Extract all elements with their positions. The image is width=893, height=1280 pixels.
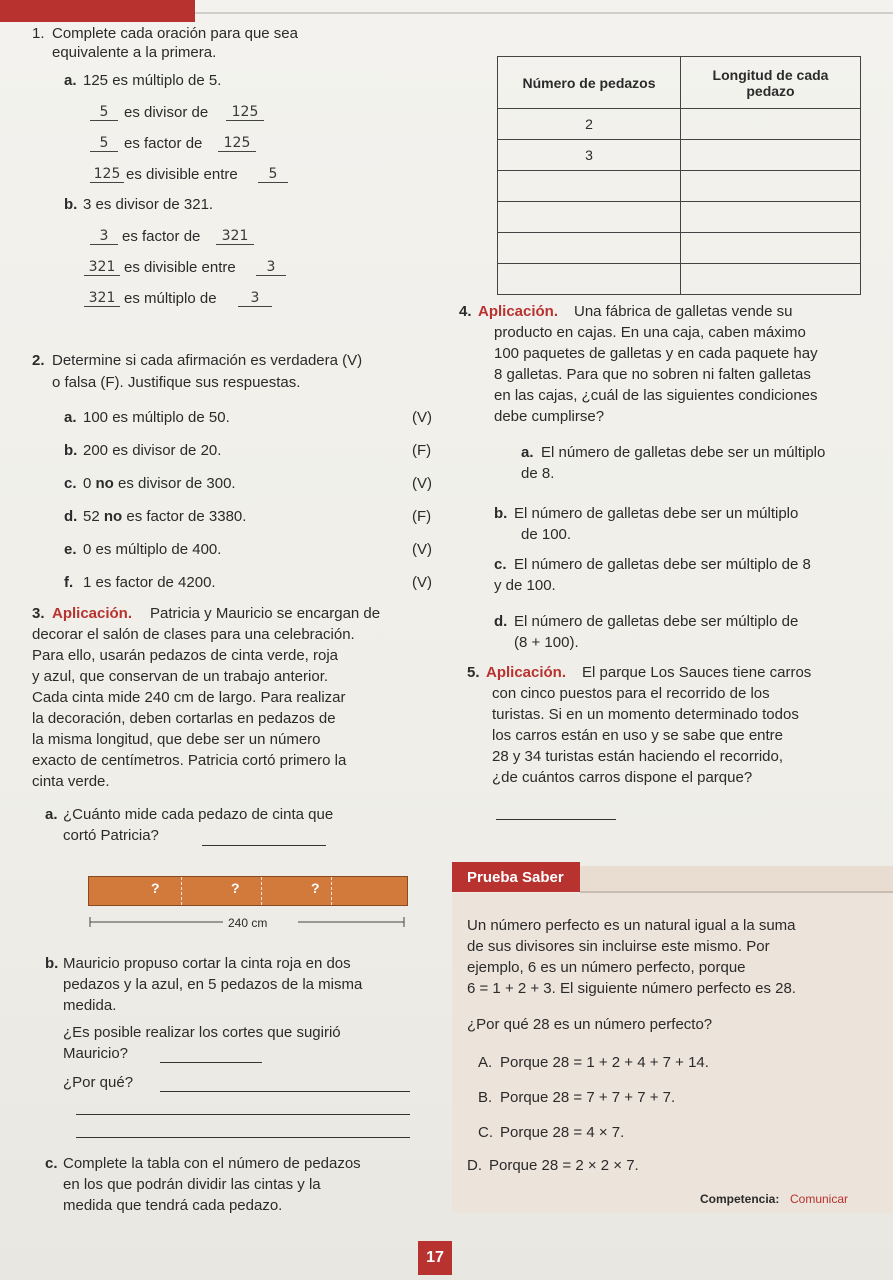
q2-instruction-line2: o falsa (F). Justifique sus respuestas. [52,374,301,391]
table-cell-pieces[interactable] [498,202,681,233]
q3b-why-line-3[interactable] [76,1136,410,1138]
q1b-answer-3[interactable]: 321 [84,259,120,276]
q4-line3: 100 paquetes de galletas y en cada paquete hay [494,345,818,362]
q4-line6: debe cumplirse? [494,408,605,425]
tape-segment [261,877,332,905]
q4-option-d-line2: (8 + 100). [514,634,579,651]
q4-line4: 8 galletas. Para que no sobren ni falten galletas [494,366,811,383]
q4-option-d-line1: El número de galletas debe ser múltiplo de [514,613,799,630]
saber-option-d-text[interactable]: Porque 28 = 2 × 2 × 7. [489,1157,639,1174]
q1b-label: b. [64,196,78,213]
q3a-label: a. [45,806,58,823]
q2f-label: f. [64,574,74,591]
q2d-bold: no [103,508,123,525]
competencia-value: Comunicar [790,1192,849,1206]
saber-line4: 6 = 1 + 2 + 3. El siguiente número perfecto es 28. [467,980,796,997]
prueba-saber-rule [580,891,893,893]
saber-option-b-text[interactable]: Porque 28 = 7 + 7 + 7 + 7. [500,1089,676,1106]
table-header-pieces: Número de pedazos [498,57,681,109]
table-cell-length[interactable] [681,171,861,202]
q2-instruction-line1: Determine si cada afirmación es verdadera (V) [52,352,363,369]
q3a-line2: cortó Patricia? [63,827,159,844]
q3-line8: exacto de centímetros. Patricia cortó primero la [32,752,347,769]
q3c-label: c. [45,1155,58,1172]
tape-unknown-1: ? [151,880,160,896]
q2c-text [83,475,236,493]
competencia-label: Competencia: [700,1192,780,1206]
q4-title: Aplicación. [478,303,559,320]
table-cell-pieces[interactable] [498,233,681,264]
q3-line7: la misma longitud, que debe ser un número [32,731,321,748]
q2d-label: d. [64,508,78,525]
q5-line5: 28 y 34 turistas están haciendo el recorrido, [492,748,783,765]
q3b-question-1: ¿Es posible realizar los cortes que sugirió [63,1024,341,1041]
q5-line2: con cinco puestos para el recorrido de los [492,685,770,702]
q4-line2: producto en cajas. En una caja, caben máximo [494,324,806,341]
q1a-answer-5[interactable]: 125 [90,166,124,183]
table-cell-pieces[interactable]: 2 [498,109,681,140]
q3-line1: Patricia y Mauricio se encargan de [150,605,381,622]
q3-line5: Cada cinta mide 240 cm de largo. Para realizar [32,689,346,706]
table-header-length [681,57,861,109]
q1-number: 1. [32,25,45,42]
q2d-pre: 52 [83,508,100,525]
q1b-row3-text: es múltiplo de [124,290,217,307]
q2b-label: b. [64,442,78,459]
q3c-line2: en los que podrán dividir las cintas y la [63,1176,321,1193]
saber-option-a-text[interactable]: Porque 28 = 1 + 2 + 4 + 7 + 14. [500,1054,709,1071]
q3-number: 3. [32,605,45,622]
header-rule [195,12,893,14]
q1b-answer-2[interactable]: 321 [216,228,254,245]
q1b-statement: 3 es divisor de 321. [83,196,214,213]
q5-line3: turistas. Si en un momento determinado todos [492,706,799,723]
q4-option-a-line1: El número de galletas debe ser un múltiplo [541,444,826,461]
q1a-row1-text: es divisor de [124,104,209,121]
q1a-answer-2[interactable]: 125 [226,104,264,121]
q3-line4: y azul, que conservan de un trabajo anterior. [32,668,329,685]
saber-option-c-label[interactable]: C. [478,1124,493,1141]
q3b-why-line-1[interactable] [160,1090,410,1092]
q3b-line3: medida. [63,997,117,1014]
q1b-answer-4[interactable]: 3 [256,259,286,276]
green-tape-diagram [88,876,408,906]
q4-option-c-label[interactable]: c. [494,556,507,573]
q2b-mark[interactable]: (F) [412,442,432,459]
q2a-text: 100 es múltiplo de 50. [83,409,230,426]
tape-unknown-3: ? [311,880,320,896]
q2e-label: e. [64,541,77,558]
table-cell-length[interactable] [681,233,861,264]
q3b-line2: pedazos y la azul, en 5 pedazos de la misma [63,976,363,993]
q1-instruction-line1: Complete cada oración para que sea [52,25,298,42]
q4-option-a-label[interactable]: a. [521,444,534,461]
q3b-question-2: Mauricio? [63,1045,129,1062]
q3b-why-line-2[interactable] [76,1113,410,1115]
table-cell-length[interactable] [681,202,861,233]
pieces-length-table [497,56,861,295]
tape-length-label: 240 cm [228,916,268,930]
q2c-pre: 0 [83,475,92,492]
q5-number: 5. [467,664,480,681]
q3a-line1: ¿Cuánto mide cada pedazo de cinta que [63,806,334,823]
q5-line4: los carros están en uso y se sabe que entre [492,727,784,744]
q1b-row1-text: es factor de [122,228,201,245]
q2e-text: 0 es múltiplo de 400. [83,541,222,558]
q2d-text [83,508,246,526]
q2a-mark[interactable]: (V) [412,409,432,426]
q2c-bold: no [95,475,114,492]
saber-option-b-label[interactable]: B. [478,1089,493,1106]
table-cell-pieces[interactable] [498,171,681,202]
page-number: 17 [426,1249,444,1266]
q3b-line1: Mauricio propuso cortar la cinta roja en dos [63,955,351,972]
q3-line3: Para ello, usarán pedazos de cinta verde, roja [32,647,339,664]
q1a-label: a. [64,72,77,89]
q4-option-a-line2: de 8. [521,465,555,482]
q3b-label: b. [45,955,59,972]
q2d-post: es factor de 3380. [126,508,247,525]
q3c-line3: medida que tendrá cada pedazo. [63,1197,283,1214]
saber-option-d-label[interactable]: D. [467,1157,482,1174]
q2c-mark[interactable]: (V) [412,475,432,492]
q4-number: 4. [459,303,472,320]
q2b-text: 200 es divisor de 20. [83,442,222,459]
q2-number: 2. [32,352,45,369]
header-accent-bar [0,0,195,22]
q1b-row2-text: es divisible entre [124,259,236,276]
q1b-answer-6[interactable]: 3 [238,290,272,307]
table-header-length-line2: pedazo [746,82,795,99]
saber-line2: de sus divisores sin incluirse este mismo. Por [467,938,770,955]
q5-line1: El parque Los Sauces tiene carros [582,664,812,681]
q1a-row2-text: es factor de [124,135,203,152]
q1a-answer-6[interactable]: 5 [258,166,288,183]
q2d-mark[interactable]: (F) [412,508,432,525]
q1a-answer-4[interactable]: 125 [218,135,256,152]
table-cell-length[interactable] [681,264,861,295]
prueba-saber-title: Prueba Saber [467,869,564,886]
saber-line3: ejemplo, 6 es un número perfecto, porque [467,959,746,976]
q4-line1: Una fábrica de galletas vende su [574,303,793,320]
q1a-answer-1[interactable]: 5 [90,104,118,121]
q1b-answer-5[interactable]: 321 [84,290,120,307]
q5-answer-line[interactable] [496,818,616,820]
q2a-label: a. [64,409,77,426]
saber-option-c-text[interactable]: Porque 28 = 4 × 7. [500,1124,625,1141]
saber-option-a-label[interactable]: A. [478,1054,493,1071]
table-cell-length[interactable] [681,140,861,171]
q4-option-b-label[interactable]: b. [494,505,508,522]
table-cell-length[interactable] [681,109,861,140]
table-header-length-line1: Longitud de cada [712,66,829,83]
q1a-answer-3[interactable]: 5 [90,135,118,152]
q3b-answer-line[interactable] [160,1061,262,1063]
q2f-mark[interactable]: (V) [412,574,432,591]
q3-line2: decorar el salón de clases para una celebración. [32,626,355,643]
q2e-mark[interactable]: (V) [412,541,432,558]
tape-segment [89,877,182,905]
q2c-label: c. [64,475,77,492]
q1a-row3-text: es divisible entre [126,166,238,183]
table-cell-pieces[interactable] [498,264,681,295]
q1b-answer-1[interactable]: 3 [90,228,118,245]
q1-instruction-line2: equivalente a la primera. [52,44,217,61]
q4-option-d-label[interactable]: d. [494,613,508,630]
q2f-text: 1 es factor de 4200. [83,574,216,591]
q5-line6: ¿de cuántos carros dispone el parque? [492,769,753,786]
q5-title: Aplicación. [486,664,567,681]
saber-question: ¿Por qué 28 es un número perfecto? [467,1016,713,1033]
q3b-question-3: ¿Por qué? [63,1074,134,1091]
q4-option-b-line1: El número de galletas debe ser un múltiplo [514,505,799,522]
q4-option-b-line2: de 100. [521,526,572,543]
tape-unknown-2: ? [231,880,240,896]
q4-option-c-line1: El número de galletas debe ser múltiplo de 8 [514,556,811,573]
q3-line6: la decoración, deben cortarlas en pedazos de [32,710,336,727]
table-cell-pieces[interactable]: 3 [498,140,681,171]
q3c-line1: Complete la tabla con el número de pedazos [63,1155,361,1172]
tape-segment [181,877,262,905]
q4-line5: en las cajas, ¿cuál de las siguientes condiciones [494,387,818,404]
saber-line1: Un número perfecto es un natural igual a la suma [467,917,796,934]
q1a-statement: 125 es múltiplo de 5. [83,72,222,89]
q3-line9: cinta verde. [32,773,110,790]
q3-title: Aplicación. [52,605,133,622]
q4-option-c-line2: y de 100. [494,577,556,594]
q3a-answer-line[interactable] [202,844,326,846]
q2c-post: es divisor de 300. [118,475,236,492]
